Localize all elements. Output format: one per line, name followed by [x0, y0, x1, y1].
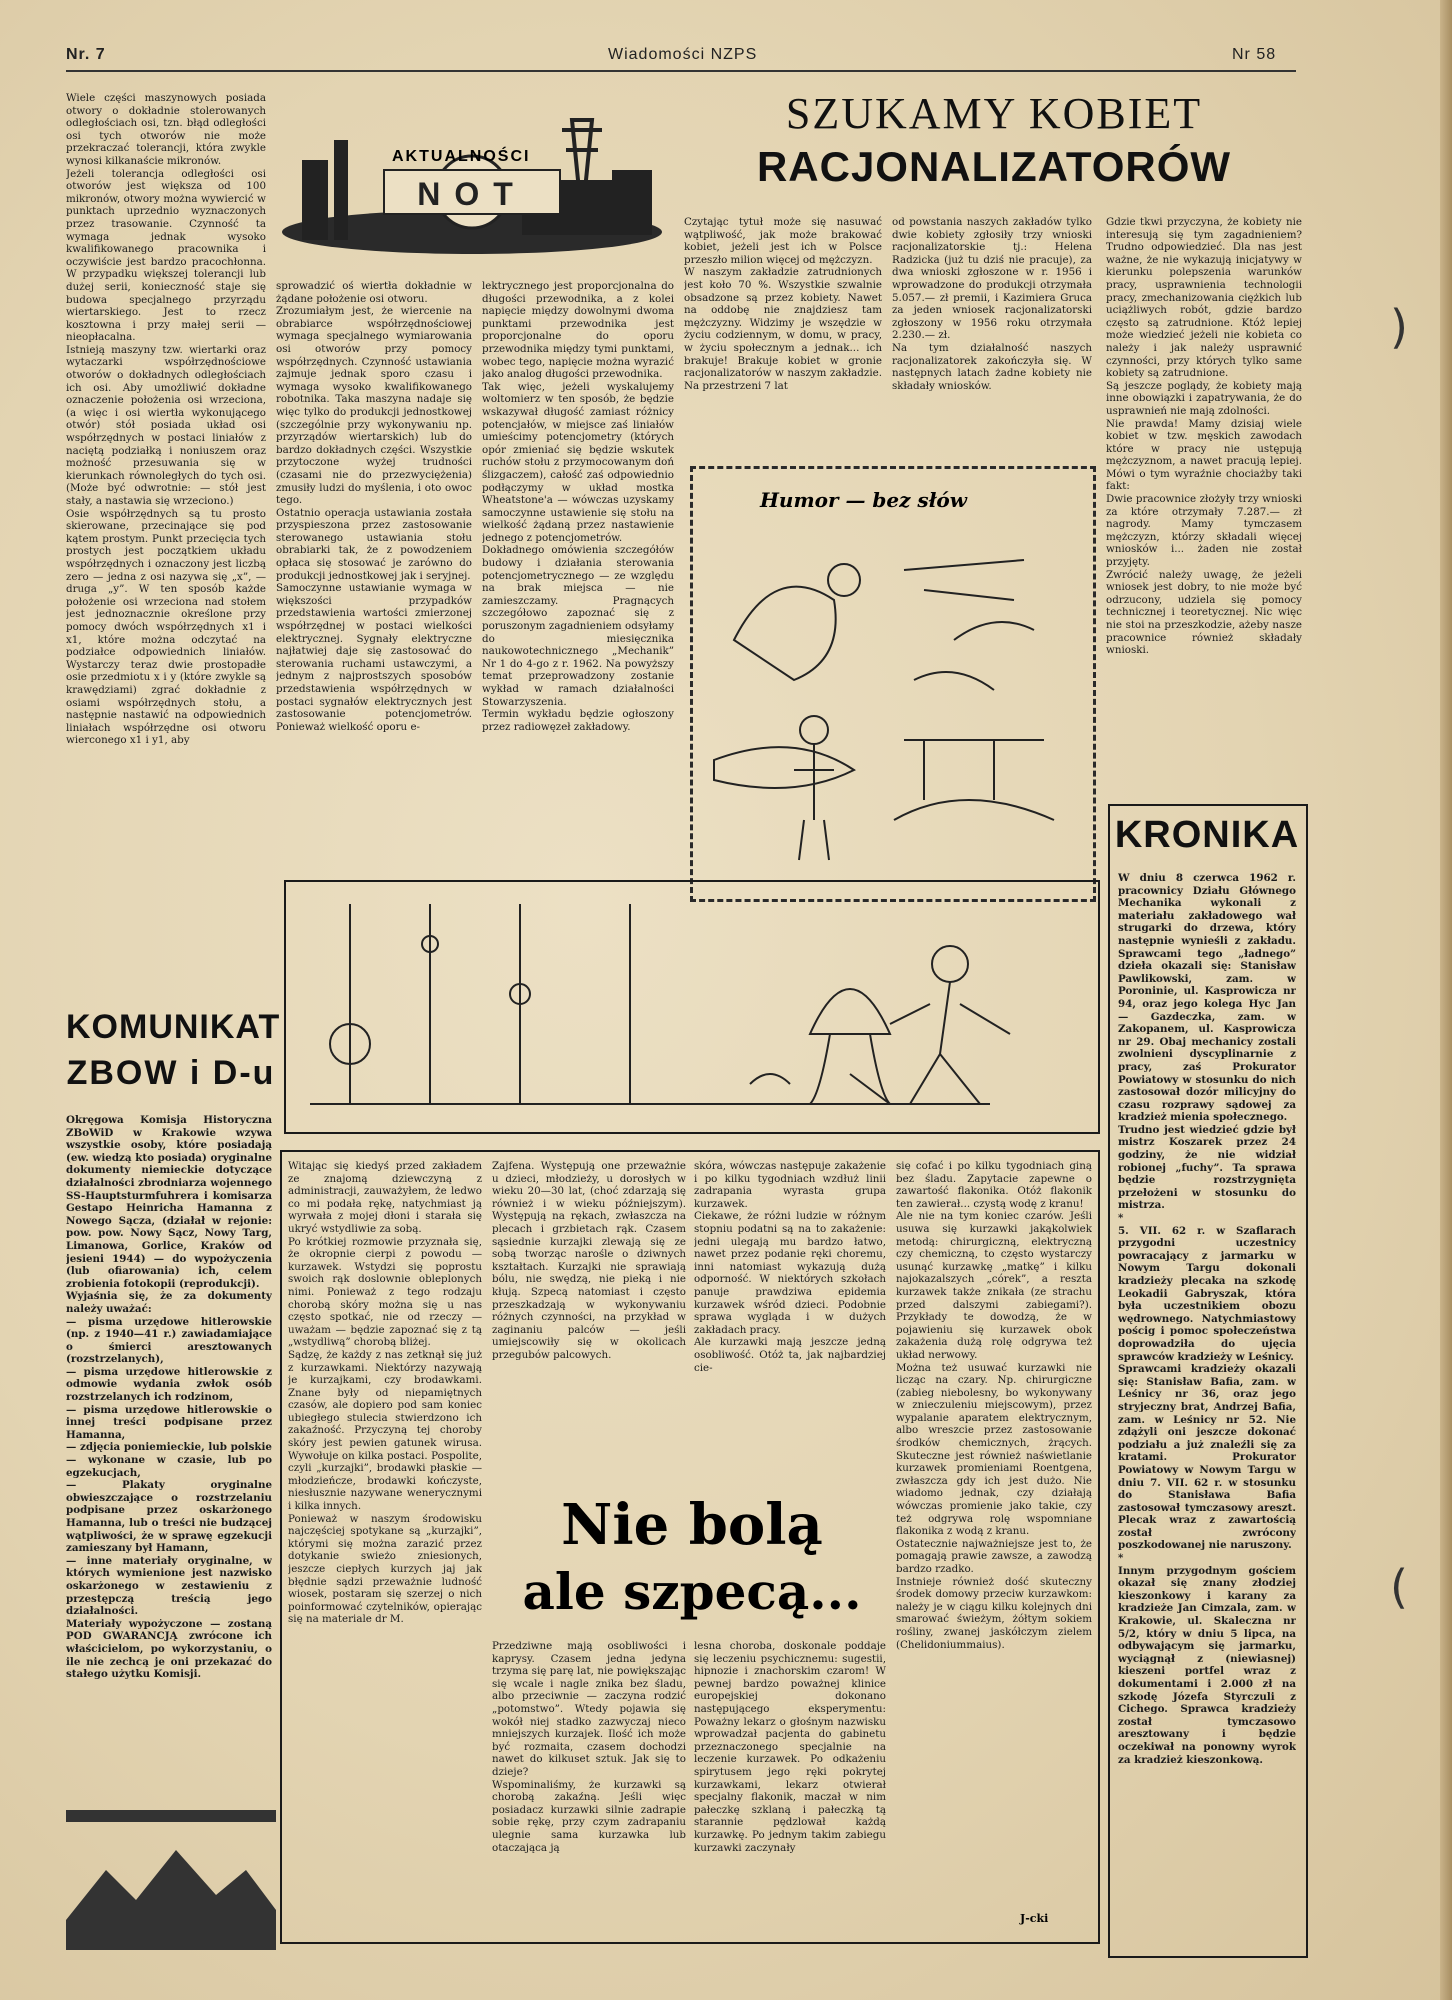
komunikat-body: [66, 1114, 272, 1814]
komunikat-title-2: ZBOW i D-u: [66, 1054, 276, 1092]
kobiety-col-b: [892, 216, 1092, 456]
kobiety-title-1: SZUKAMY KOBIET: [785, 89, 1203, 138]
aktualnosci-label: AKTUALNOŚCI: [392, 148, 531, 165]
kobiety-col-a: [684, 216, 882, 456]
article-text: Przedziwne mają osobliwości i kaprysy. Czasem jedna jedyna trzyma się parę lat, nie powiększając się wcale i nagle znika bez śladu, albo przeciwnie — zaczyna rodzić „potomstwo”. Wtedy pojawia się wokół niej stadko zazwyczaj nieco mniejszych kurzajek. Ilość ich może być rozmaita, czasem dochodzi nawet do kilkuset sztuk. Jak się to dzieje? Wspominaliśmy, że kurzawki są chorobą zakaźną. Jeśli więc posiadacz kurzawki silnie zadrapie sobie rękę, przy czym zadrapaniu ulegnie sama kurzawka lub otaczająca ją: [492, 1640, 686, 1854]
nie-bola-signature: J-cki: [1020, 1912, 1049, 1925]
issue-number-right: Nr 58: [1232, 46, 1277, 63]
mountain-ornament: [66, 1810, 276, 1950]
article-text: się cofać i po kilku tygodniach giną bez śladu. Zapytacie zapewne o zawartość flakonika. Otóż flakonik ten zawierał... czystą wodę z kranu! Ale nie na tym koniec czarów. Jeśli usuwa się kurzawki jakąkolwiek metodą: chirurgiczną, elektryczną czy chemiczną, to często wystarczy usunąć kurzawkę „matkę” i kilku najokazalszych „córek”, a reszta kurzawek także znikała (ze strachu przed dalszymi zabiegami?). Przykłady te dowodzą, że w pojawieniu się kurzawek obok zakażenia dużą rolę odgrywa też układ nerwowy. Można też usuwać kurzawki nie licząc na czary. Np. chirurgiczne (zabieg niebolesny, bo wykonywany w znieczuleniu miejscowym), przez wypalanie aparatem elektrycznym, albo wreszcie przez zastosowanie środków chemicznych, żrących. Skuteczne jest również naświetlanie kurzawek promieniami Roentgena, zwłaszcza gdy ich jest dużo. Nie wiadomo jednak, czy działają wówczas promienie jako takie, czy też odgrywa rolę wspomniane flakonika z wodą z kranu. Ostatecznie najważniejsze jest to, że pomagają prawie zawsze, a zawodzą bardzo rzadko. Instnieje również dość skuteczny środek domowy przeciw kurzawkom: należy je w ciągu kilku kolejnych dni smarować świeżym, żółtym sokiem rośliny, zwanej jaskółczym zielem (Chelidoniummaius).: [896, 1160, 1092, 1651]
shark-doodle: [734, 587, 836, 680]
kobiety-title-2: RACJONALIZATORÓW: [756, 143, 1232, 190]
humor-cartoon-strip: [694, 520, 1094, 900]
article-text: Wiele części maszynowych posiada otwory o dokładnie stolerowanych odległościach osi, tzn. błąd odległości osi tych otworów nie może przekraczać tolerancji, która zwykle wynosi kilkanaście mikronów. Jeżeli tolerancja odległości osi otworów jest większa od 100 mikronów, otwory można wywiercić w punktach uprzednio wyznaczonych przez trasowanie. Czynność ta wymaga jednak wysoko kwalifikowanego pracownika i oczywiście jest bardzo pracochłonna. W przypadku większej tolerancji lub dużej serii, konieczność staje się budowa specjalnego przyrządu wiertarskiego. Jest to rzecz kosztowna i przy małej serii — nieopłacalna. Istnieją maszyny tzw. wiertarki oraz wytaczarki współrzędnościowe otworów o dokładnych odległościach ich osi. Aby umożliwić dokładne oznaczenie położenia osi wrzeciona, (a więc i osi wiertła wykonującego otwór) stół posiada układ osi współrzędnych w postaci liniałów z naciętą podziałką i noniuszem oraz możność przesuwania się w kierunkach równoległych do tych osi. (Może być odwrotnie: — stół jest stały, a nastawia się wrzeciono.) Osie współrzędnych są tu prosto skierowane, przecinające się pod kątem prostym. Punkt przecięcia tych prostych jest początkiem układu współrzędnych i oznaczony jest liczbą zero — jedna z osi nazywa się „x”, — druga „y”. W ten sposób każde położenie osi wrzeciona nad stołem jest jednoznacznie określone przy pomocy dwóch współrzędnych x1 i x1, które można odczytać na podziałce odpowiednich liniałów. Wystarczy teraz dwie prostopadłe osie przedmiotu x i y (które zwykle są krawędziami) zgrać dokładnie z osiami współrzędnych stołu, a następnie nastawić na odpowiednich liniałach współrzędne osi otworu wierconego x1 i y1, aby: [66, 92, 266, 747]
article-text: W dniu 8 czerwca 1962 r. pracownicy Działu Głównego Mechanika wykonali z materiału zakładowego wał strugarki do drzewa, który następnie wynieśli z zakładu. Sprawcami tego „ładnego” dzieła okazali się: Stanisław Pawlikowski, zam. w Poroninie, ul. Kasprowicza nr 94, oraz jego kolega Hyc Jan — Gazdeczka, zam. w Zakopanem, ul. Kasprowicza nr 29. Obaj mechanicy zostali zwolnieni dyscyplinarnie z pracy, zaś Prokurator Powiatowy w stosunku do nich zastosował dozór milicyjny do czasu rozprawy sądowej za kradzież mienia społecznego. Trudno jest wiedzieć gdzie był mistrz Koszarek przez 24 godziny, że nie widział robionej „fuchy”. Ta sprawa będzie rozstrzygnięta przełożeni w stosunku do mistrza. * 5. VII. 62 r. w Szaflarach przygodni uczestnicy powracający z jarmarku w Nowym Targu dokonali kradzieży plecaka na szkodę Leokadii Gabryszak, która była uczestnikiem obozu wędrownego. Natychmiastowy pościg i pomoc społeczeństwa doprowadziła do ujęcia sprawców kradzieży w Leśnicy. Sprawcami kradzieży okazali się: Stanisław Bafia, zam. w Leśnicy nr 36, oraz jego stryjeczny brat, Andrzej Bafia, zam. w Leśnicy nr 52. Nie zdążyli oni jeszcze dokonać podziału a już znaleźli się za kratami. Prokurator Powiatowy w Nowym Targu w dniu 7. VII. 62 r. w stosunku do Stanisława Bafia zastosował tymczasowy areszt. Plecak wraz z zawartością został zwrócony poszkodowanej nie naruszony. * Innym przygodnym gościem okazał się znany złodziej kieszonkowy i karany za kradzieże Jan Cimzala, zam. w Krakowie, ul. Skaleczna nr 5/2, który w dniu 5 lipca, na odbywającym się jarmarku, wyciągnął z (niewiasnej) kieszeni portfel wraz z dokumentami i 2.000 zł na szkodę Józefa Styrczuli z Cichego. Sprawca kradzieży został tymczasowo aresztowany i będzie oczekiwał na ponowny wyrok za kradzież kieszonkową.: [1118, 872, 1296, 1766]
article-text: Okręgowa Komisja Historyczna ZBoWiD w Krakowie wzywa wszystkie osoby, które posiadają (ew. wiedzą kto posiada) oryginalne dokumenty niemieckie dotyczące działalności zbrodniarza wojennego SS-Hauptsturmfuhrera i komisarza Gestapo Heinricha Hamanna z Nowego Sącza, (działał w rejonie: pow. pow. Nowy Sącz, Nowy Targ, Limanowa, Gorlice, Kraków od jesieni 1944) — do wypożyczenia (lub ofiarowania) ich, celem zrobienia fotokopii (reprodukcji). Wyjaśnia się, że za dokumenty należy uważać: — pisma urzędowe hitlerowskie (np. z 1940—41 r.) zawiadamiające o śmierci aresztowanych (rozstrzelanych), — pisma urzędowe hitlerowskie z odmowie wydania zwłok osób rozstrzelanych ich rodzinom, — pisma urzędowe hitlerowskie o innej treści podpisane przez Hamanna, — zdjęcia poniemieckie, lub polskie — wykonane w czasie, lub po egzekucjach, — Plakaty oryginalne obwieszczające o rozstrzelaniu podpisane przez oskarżonego Hamanna, lub o treści nie budzącej wątpliwości, że w sprawę egzekucji zamieszany był Hamann, — inne materiały oryginalne, w których wymienione jest nazwisko oskarżonego w zestawieniu z przestępczą treścią jego działalności. Materiały wypożyczone — zostaną POD GWARANCJĄ zwrócone ich właścicielom, po wykorzystaniu, o ile nie zechcą je oni przekazać do stałego użytku Komisji.: [66, 1114, 272, 1681]
kobiety-headline: [684, 90, 1304, 196]
article-coordinate-machines-col1: [66, 92, 266, 922]
nie-bola-frame: [280, 1150, 1100, 1944]
humor-title: Humor — bez słów: [760, 488, 967, 512]
article-coordinate-machines-col2: [276, 280, 472, 910]
article-text: sprowadzić oś wiertła dokładnie w żądane położenie osi otworu. Zrozumiałym jest, że wiercenie na obrabiarce współrzędnościowej wymaga specjalnego wymiarowania osi otworów przy pomocy współrzędnych. Czynność ustawiania zajmuje jednak sporo czasu i wymaga wysoko kwalifikowanego robotnika. Taka maszyna nadaje się więc tylko do produkcji jednostkowej (szczególnie przy wykonywaniu np. przyrządów wiertarskich) lub do bardzo dokładnych części. Wszystkie przytoczone wyżej trudności (czasami nie do przezwyciężenia) zmusiły ludzi do myślenia, i oto owoc tego. Ostatnio operacja ustawiania została przyspieszona przez zastosowanie sterowanego ustawiania stołu obrabiarki tak, że z powodzeniem opłaca się stosować je zarówno do produkcji jednostkowej jak i seryjnej. Samoczynne ustawianie wymaga w większości przypadków przedstawienia wartości zmierzonej współrzędnej w postaci wielkości elektrycznej. Sygnały elektryczne najłatwiej daje się zastosować do sterowania ruchami ustawczymi, a jednym z najprostszych sposobów przedstawienia współrzędnych w postaci sygnałów elektrycznych jest zastosowanie potencjometrów. Ponieważ wielkość oporu e-: [276, 280, 472, 733]
header-rule: [66, 70, 1296, 72]
newspaper-title: Wiadomości NZPS: [608, 46, 758, 63]
nie-bola-title-1: Nie bolą: [561, 1492, 823, 1558]
page-binding-edge: [1440, 0, 1452, 2000]
article-text: Zajfena. Występują one przeważnie u dzieci, młodzieży, u dorosłych w wieku 20—30 lat, (choć zdarzają się również i w wieku późniejszym). Występują na rękach, zwłaszcza na plecach i grzbietach rąk. Czasem sąsiednie kurzajki zlewają się ze sobą tworząc narośle o dziwnych kształtach. Kurzajki nie sprawiają bólu, nie swędzą, nie pieką i nie kłują. Szpecą natomiast i często przeszkadzają w wykonywaniu różnych czynności, na przykład w zaginaniu palców — jeśli umiejscowiły się w okolicach przegubów palcowych.: [492, 1160, 686, 1361]
nie-bola-title-2: ale szpecą...: [522, 1562, 862, 1621]
article-text: Czytając tytuł może się nasuwać wątpliwość, jak może brakować kobiet, jeżeli jest ich w Polsce przeszło milion więcej od mężczyzn. W naszym zakładzie zatrudnionych jest koło 70 %. Wszystkie szwalnie obsadzone są przez kobiety. Nawet na oddobę nie znajdziesz tam mężczyzny. Widzimy je wszędzie w życiu codziennym, w domu, w pracy, w życiu społecznym a jednak... ich brakuje! Brakuje kobiet w gronie racjonalizatorów w naszym zakładzie. Na przestrzeni 7 lat: [684, 216, 882, 392]
kronika-body: [1118, 872, 1296, 1947]
not-label: NOT: [417, 176, 527, 212]
article-text: Gdzie tkwi przyczyna, że kobiety nie interesują się tym zagadnieniem? Trudno odpowiedzieć. Dla nas jest ważne, że nie wykazują inicjatywy w kierunku polepszenia warunków pracy, usprawnienia technologii pracy, zmechanizowania ciężkich lub uciążliwych robót, gdzie bardzo często są zatrudnione. Któż lepiej może wiedzieć jeżeli nie kobieta co należy i jak należy usprawnić czynności, przy których tylko same kobiety są zatrudnione. Są jeszcze poglądy, że kobiety mają inne obowiązki i zapatrywania, że do usprawnień nie mają zdolności. Nie prawda! Mamy dzisiaj wiele kobiet w tzw. męskich zawodach które w pracy nie ustępują mężczyznom, a nawet pracują lepiej. Mówi o tym wyraźnie chociażby taki fakt: Dwie pracownice złożyły trzy wnioski za które otrzymały 7.287.— zł nagrody. Mamy tymczasem mężczyzn, którzy składali więcej wniosków i... żaden nie został przyjęty. Zwrócić należy uwagę, że jeżeli wniosek jest dobry, to nie może być odrzucony, udziela się pomocy technicznej i teoretycznej. Nic więc nie stoi na przeszkodzie, ażeby nasze pracownice również składały wnioski.: [1106, 216, 1302, 657]
article-text: Witając się kiedyś przed zakładem ze znajomą dziewczyną z administracji, zauważyłem, że ledwo co mi podała rękę, natychmiast ją wyrwała z mojej dłoni i starała się ukryć wstydliwie za sobą. Po krótkiej rozmowie przyznała się, że okropnie cierpi z powodu — kurzawek. Wstydzi się poprostu swoich rąk doslownie obleplonych nimi. Ponieważ z tego rodzaju chorobą skóry można się u nas często spotkać, nie od rzeczy — uważam — będzie zapoznać się z tą „wstydliwą” chorobą bliżej. Sądzę, że każdy z nas zetknął się już z kurzawkami. Niektórzy nazywają je kurzajkami, czy brodawkami. Znane były od niepamiętnych czasów, ale dopiero pod sam koniec ubiegłego stulecia stwierdzono ich zakaźność. Przyczyną tej choroby skóry jest pewien gatunek wirusa. Wywołuje on kilka postaci. Pospolite, czyli „kurzajki”, brodawki płaskie — młodzieńcze, brodawki kończyste, niesłusznie nazywane wenerycznymi i kilka innych. Ponieważ w naszym środowisku najczęściej spotykane są „kurzajki”, którymi się można zarazić przez dotykanie swieżo zniesionych, jeszcze ciepłych kurzych jaj jak błędnie sądzi przeważnie ludność wiosek, postaram się szerzej o nich poinformować czytelników, opierając się na materiale dr M.: [288, 1160, 482, 1626]
komunikat-headline: [66, 1004, 281, 1096]
aktualnosci-not-logo: [272, 100, 672, 260]
kobiety-col-c: [1106, 216, 1302, 796]
article-coordinate-machines-col3: [482, 280, 674, 910]
article-text: lesna choroba, doskonale poddaje się leczeniu psychicznemu: sugestii, hipnozie i znachorskim czarom! W pewnej bardzo poważnej klinice europejskiej dokonano następującego eksperymentu: Poważny lekarz o głośnym nazwisku wprowadzał pacjenta do gabinetu przeznaczonego specjalnie na leczenie kurzawek. Po odkażeniu spirytusem jego ręki pokrytej kurzawkami, lekarz otwierał specjalny flakonik, maczał w nim pałeczkę szklaną i pałeczką tą starannie pędzlował każdą kurzawkę. Po jednym takim zabiegu kurzawki zaczynały: [694, 1640, 886, 1854]
issue-number-left: Nr. 7: [66, 46, 106, 63]
komunikat-title-1: KOMUNIKAT: [66, 1008, 281, 1046]
bird-cartoon: [290, 884, 1090, 1124]
kronika-title: KRONIKA: [1114, 814, 1300, 856]
article-text: lektrycznego jest proporcjonalna do długości przewodnika, a z kolei napięcie między dowolnymi dwoma punktami przewodnika jest proporcjonalne do oporu przewodnika między tymi punktami, wobec tego, napięcie można wyrazić jako analog długości przewodnika. Tak więc, jeżeli wyskalujemy woltomierz w ten sposób, że będzie wskazywał długość zamiast różnicy potencjałów, w miejsce zaś liniałów umieścimy potencjometry (których opór zmieniać się będzie wskutek ruchów stołu z przymocowanym doń ślizgaczem), całość zaś odpowiednio podłączymy w układ mostka Wheatstone'a — wówczas uzyskamy samoczynne ustawienie się stołu na wielkość żądaną przez nastawienie jednego z potencjometrów. Dokładnego omówienia szczegółów budowy i działania sterowania potencjometrycznego — ze względu na brak miejsca — nie zamieszczamy. Pragnących szczegółowo zapoznać się z poruszonym zagadnieniem odsyłamy do miesięcznika naukowotechnicznego „Mechanik” Nr 1 do 4-go z r. 1962. Na powyższy temat przeprowadzony zostanie wykład w ramach działalności Stowarzyszenia. Termin wykładu będzie ogłoszony przez radiowęzeł zakładowy.: [482, 280, 674, 733]
margin-bracket-mark: ): [1390, 300, 1408, 354]
article-text: od powstania naszych zakładów tylko dwie kobiety zgłosiły trzy wnioski racjonalizatorskie tj.: Helena Radzicka (już tu dziś nie pracuje), za dwa wnioski zgłoszone w r. 1956 i wprowadzone do produkcji otrzymała 5.057.— zł premii, i Kazimiera Gruca za jeden wniosek racjonalizatorski zgłoszony w 1956 roku otrzymała 2.230.— zł. Na tym działalność naszych racjonalizatorek zakończyła się. W następnych latach żadne kobiety nie składały wniosków.: [892, 216, 1092, 392]
margin-bracket-mark: (: [1390, 1560, 1408, 1614]
article-text: skóra, wówczas następuje zakażenie i po kilku tygodniach wzdłuż linii zadrapania wyrasta grupa kurzawek. Ciekawe, że różni ludzie w różnym stopniu podatni są na to zakażenie: jedni ulegają mu bardzo łatwo, nawet przez podanie ręki choremu, inni natomiast wykazują dużą odporność. W niektórych szkołach panuje prawdziwa epidemia kurzawek wśród dzieci. Podobnie sprawa wygląda i w dużych zakładach pracy. Ale kurzawki mają jeszcze jedną osobliwość. Otóż ta, jak najbardziej cie-: [694, 1160, 886, 1374]
